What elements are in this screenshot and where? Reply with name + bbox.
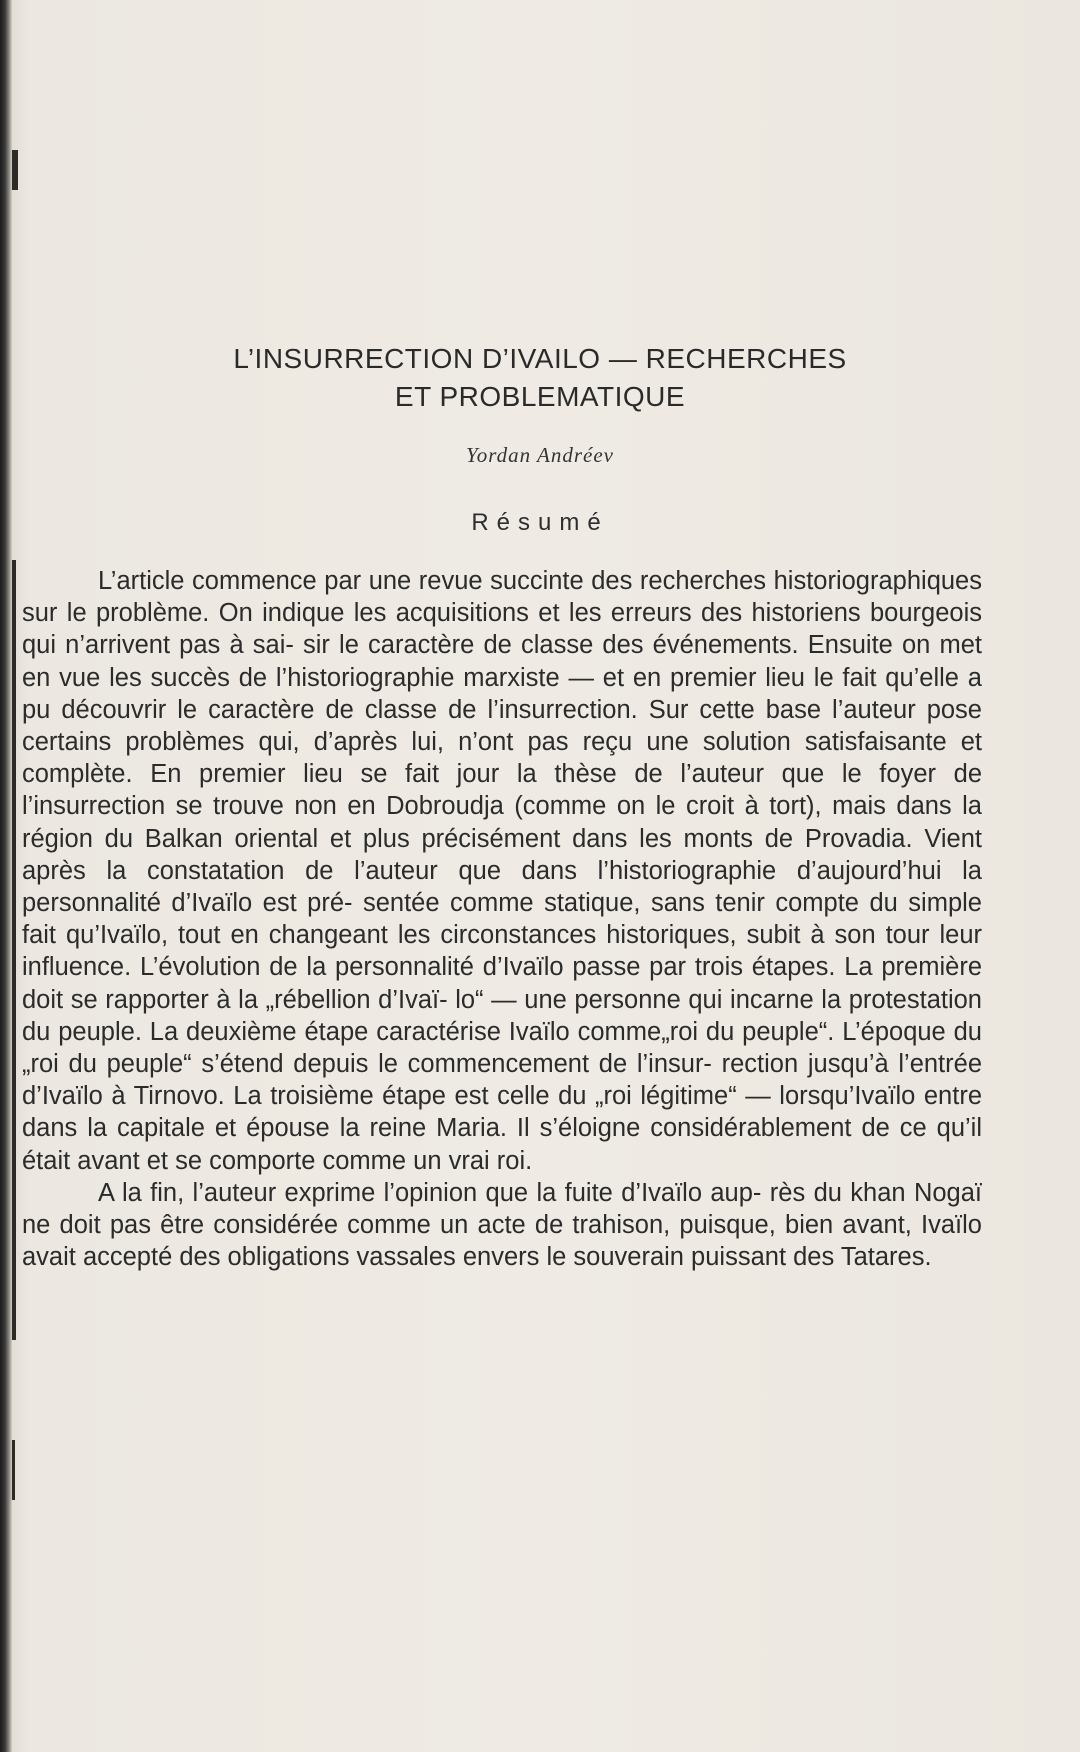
section-heading: Résumé <box>471 509 609 536</box>
spine-mark <box>12 1440 15 1500</box>
body-paragraph-1: L’article commence par une revue succinte des recherches historiographiques sur le problème. On indique les acquisitions et les erreurs des historiens bourgeois qui n’arrivent pas à sai- sir le caractère de classe des événements. Ensuite on met en vue les succès de l’historiographie marxiste — et en premier lieu le fait qu’elle a pu découvrir le caractère de classe de l’insurrection. Sur cette base l’auteur pose certains problèmes qui, d’après lui, n’ont pas reçu une solution satisfaisante et complète. En premier lieu se fait jour la thèse de l’auteur que le foyer de l’insurrection se trouve non en Dobroudja (comme on le croit à tort), mais dans la région du Balkan oriental et plus précisément dans les monts de Provadia. Vient après la constatation de l’auteur que dans l’historiographie d’aujourd’hui la personnalité d’Ivaïlo est pré- sentée comme statique, sans tenir compte du simple fait qu’Ivaïlo, tout en changeant les circonstances historiques, subit à son tour leur influence. L’évolution de la personnalité d’Ivaïlo passe par trois étapes. La première doit se rapporter à la „rébellion d’Ivaï- lo“ — une personne qui incarne la protestation du peuple. La deuxième étape caractérise Ivaïlo comme„roi du peuple“. L’époque du „roi du peuple“ s’étend depuis le commencement de l’insur- rection jusqu’à l’entrée d’Ivaïlo à Tirnovo. La troisième étape est celle du „roi légitime“ — lorsqu’Ivaïlo entre dans la capitale et épouse la reine Maria. Il s’éloigne considérablement de ce qu’il était avant et se comporte comme un vrai roi. <box>22 567 982 1175</box>
article-body <box>22 565 982 1273</box>
spine-mark <box>12 560 16 1340</box>
body-paragraph-2: A la fin, l’auteur exprime l’opinion que la fuite d’Ivaïlo aup- rès du khan Nogaï ne doit pas être considérée comme un acte de trahison, puisque, bien avant, Ivaïlo avait accepté des obligations vassales envers le souverain puissant des Tatares. <box>22 1178 982 1272</box>
spine-mark <box>12 150 18 190</box>
title-line-2: ET PROBLEMATIQUE <box>394 381 686 412</box>
article-title <box>0 340 1080 416</box>
author-name: Yordan Andréev <box>466 443 614 467</box>
title-line-1: L’INSURRECTION D’IVAILO — RECHERCHES <box>233 343 847 374</box>
book-spine-shadow <box>0 0 12 1752</box>
